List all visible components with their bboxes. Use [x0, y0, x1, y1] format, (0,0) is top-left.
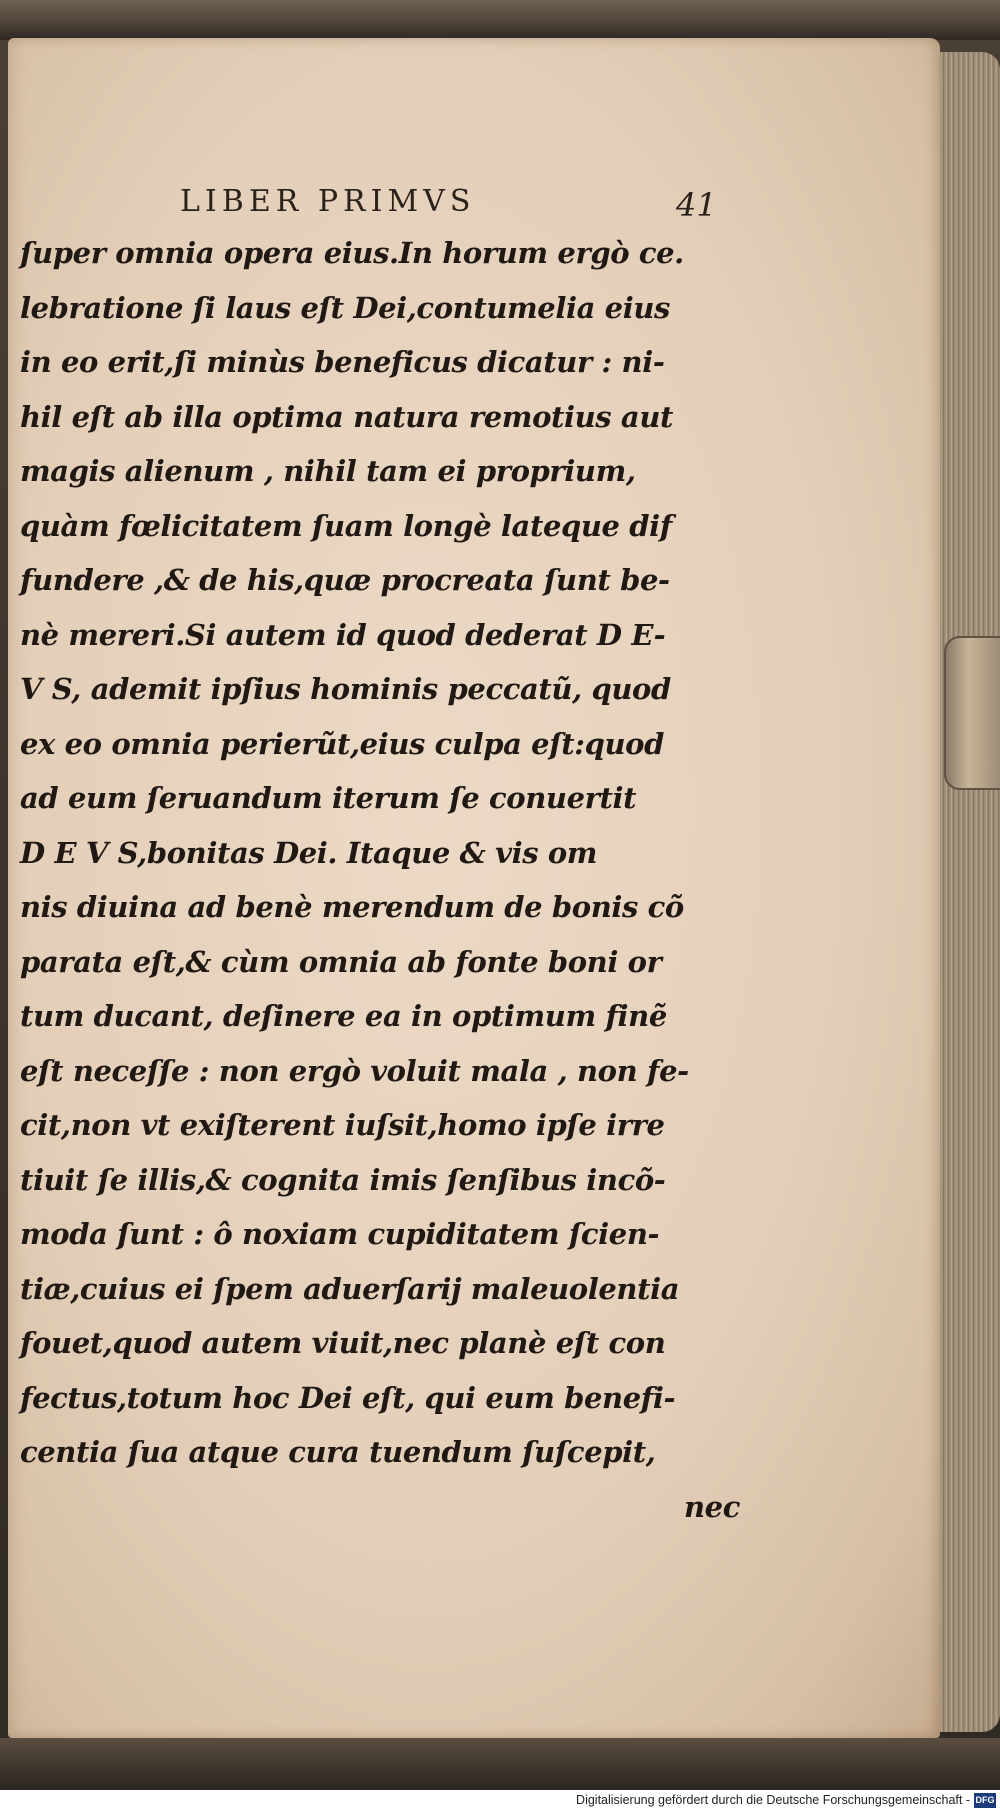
- text-line: tum ducant, deſinere ea in optimum finẽ: [20, 999, 667, 1033]
- text-line: moda ſunt : ô noxiam cupiditatem ſcien-: [20, 1217, 660, 1251]
- text-line: D E V S,bonitas Dei. Itaque & vis om: [20, 835, 598, 870]
- page-number: 41: [676, 186, 717, 224]
- text-line: hil eſt ab illa optima natura remotius aut: [20, 399, 674, 434]
- book-clasp: [944, 636, 1000, 790]
- running-head: LIBER PRIMVS: [180, 184, 476, 219]
- text-line: magis alienum , nihil tam ei proprium,: [20, 454, 636, 488]
- footer-bar: [0, 1790, 1000, 1812]
- dfg-logo: DFG: [974, 1793, 996, 1808]
- text-line: V S, ademit ipſius hominis peccatũ, quod: [20, 672, 671, 706]
- book-fore-edge: [930, 52, 1000, 1732]
- text-line: fouet,quod autem viuit,nec planè eſt con: [20, 1326, 666, 1360]
- text-line: lebratione ſi laus eſt Dei,contumelia eius: [20, 290, 670, 325]
- text-line: ex eo omnia perierũt,eius culpa eſt:quod: [20, 726, 664, 761]
- text-block: [20, 226, 740, 1534]
- text-line: quàm fœlicitatem ſuam longè lateque dif: [20, 508, 672, 543]
- funding-credit: Digitalisierung gefördert durch die Deutsche Forschungsgemeinschaft -: [576, 1793, 970, 1807]
- text-line: ad eum ſeruandum iterum ſe conuertit: [20, 781, 637, 815]
- text-line: fundere ,& de his,quæ procreata ſunt be-: [20, 563, 670, 597]
- text-line: fectus,totum hoc Dei eſt, qui eum benefi-: [20, 1380, 676, 1415]
- text-line: cit,non vt exiſterent iuſsit,homo ipſe irre: [20, 1108, 665, 1142]
- text-line: parata eſt,& cùm omnia ab fonte boni or: [20, 944, 662, 979]
- text-line: eſt neceſſe : non ergò voluit mala , non fe-: [20, 1053, 689, 1088]
- book-top-edge: [0, 0, 1000, 40]
- text-line: tiuit ſe illis,& cognita imis ſenſibus incõ-: [20, 1162, 666, 1197]
- text-line: centia ſua atque cura tuendum ſuſcepit,: [20, 1435, 656, 1469]
- text-line: tiæ,cuius ei ſpem aduerſarij maleuolentia: [20, 1271, 680, 1306]
- text-line: nis diuina ad benè merendum de bonis cõ: [20, 890, 684, 924]
- text-line: ſuper omnia opera eius.In horum ergò ce.: [20, 236, 684, 270]
- text-line: in eo erit,ſi minùs beneficus dicatur : ni-: [20, 345, 665, 379]
- text-line: nè mereri.Si autem id quod dederat D E-: [20, 617, 666, 652]
- catchword: nec: [684, 1489, 740, 1524]
- book-bottom-edge: [0, 1738, 1000, 1790]
